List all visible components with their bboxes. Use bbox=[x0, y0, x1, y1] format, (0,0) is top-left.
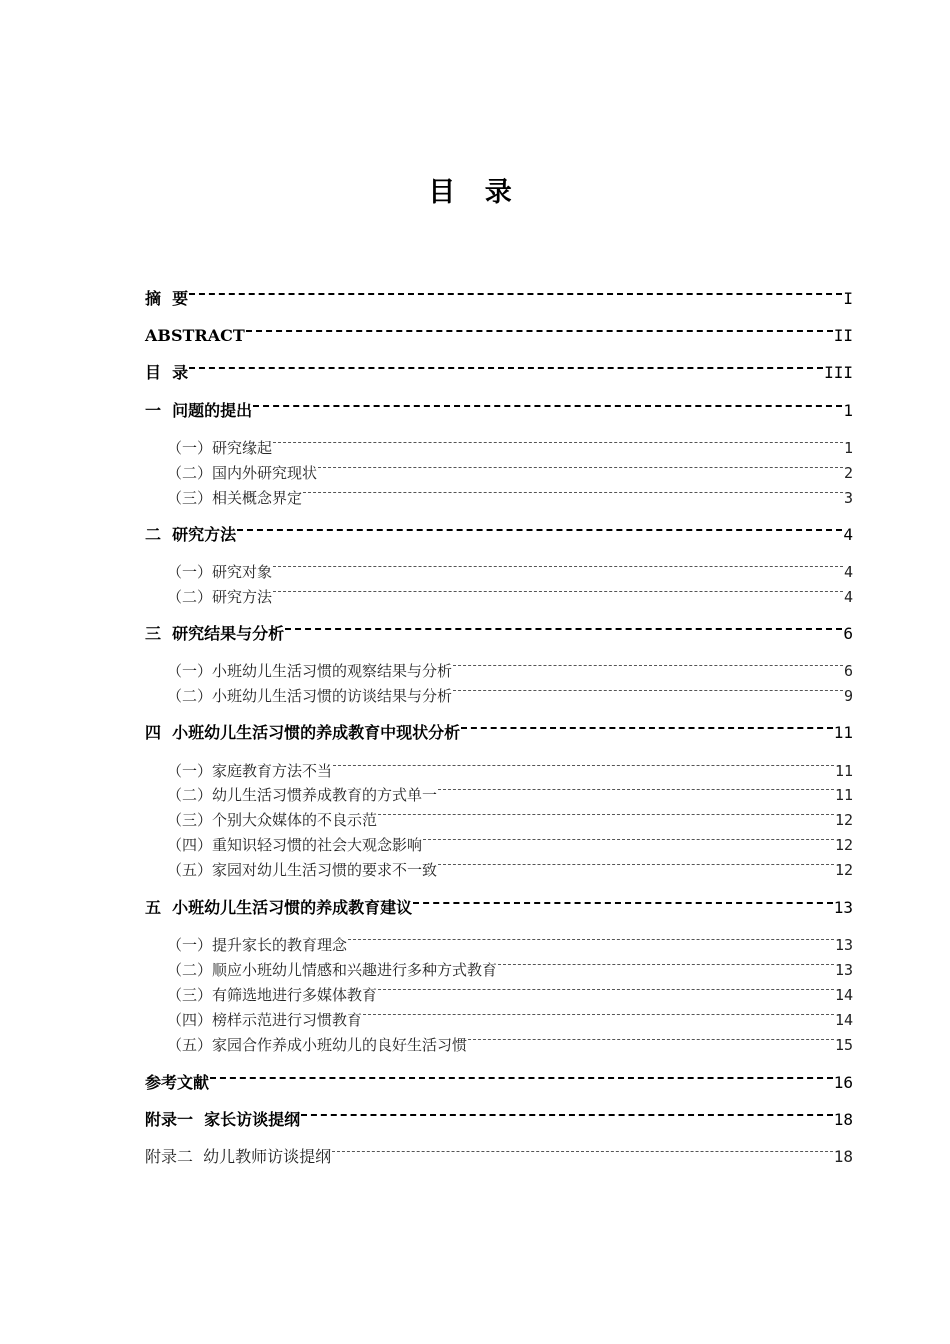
dot-leader bbox=[189, 356, 823, 378]
toc-entry-label: （二）幼儿生活习惯养成教育的方式单一 bbox=[167, 786, 438, 804]
dot-leader bbox=[333, 754, 834, 776]
toc-entry-label: 二 研究方法 bbox=[145, 525, 237, 544]
toc-entry-label: 目 录 bbox=[145, 363, 189, 382]
toc-page-number: 13 bbox=[834, 936, 853, 954]
dot-leader bbox=[303, 481, 843, 503]
dot-leader bbox=[273, 431, 843, 453]
dot-leader bbox=[301, 1103, 833, 1125]
dot-leader bbox=[210, 1066, 833, 1088]
toc-page-number: 13 bbox=[833, 898, 853, 917]
toc-entry-label: （三）有筛选地进行多媒体教育 bbox=[167, 986, 378, 1004]
dot-leader bbox=[246, 319, 833, 341]
toc-subentry[interactable] bbox=[145, 679, 853, 705]
toc-subentry[interactable] bbox=[145, 853, 853, 879]
toc-entry-label: （三）个别大众媒体的不良示范 bbox=[167, 811, 378, 829]
toc-page-number: 11 bbox=[833, 723, 853, 742]
toc-page-number: III bbox=[824, 363, 853, 382]
toc-subentry[interactable] bbox=[145, 778, 853, 804]
toc-entry-label: 摘 要 bbox=[145, 289, 189, 308]
toc-subentry[interactable] bbox=[145, 456, 853, 482]
toc-page-number: 18 bbox=[833, 1110, 853, 1129]
toc-subentry[interactable] bbox=[145, 978, 853, 1004]
toc-entry[interactable] bbox=[145, 1103, 853, 1129]
toc-entry[interactable] bbox=[145, 394, 853, 420]
dot-leader bbox=[273, 580, 843, 602]
toc-entry-label: 五 小班幼儿生活习惯的养成教育建议 bbox=[145, 898, 413, 917]
toc-entry-label: （五）家园对幼儿生活习惯的要求不一致 bbox=[167, 861, 438, 879]
toc-page-number: 6 bbox=[843, 662, 853, 680]
toc-page-number: 9 bbox=[843, 687, 853, 705]
dot-leader bbox=[273, 555, 843, 577]
toc-page-number: 4 bbox=[843, 525, 853, 544]
toc-page-number: 3 bbox=[843, 489, 853, 507]
toc-page-number: 16 bbox=[833, 1073, 853, 1092]
toc-subentry[interactable] bbox=[145, 928, 853, 954]
dot-leader bbox=[378, 978, 834, 1000]
dot-leader bbox=[378, 803, 834, 825]
dot-leader bbox=[498, 953, 834, 975]
dot-leader bbox=[438, 778, 834, 800]
toc-entry-label: 参考文献 bbox=[145, 1073, 210, 1092]
dot-leader bbox=[363, 1003, 834, 1025]
toc-entry[interactable] bbox=[145, 1140, 853, 1166]
dot-leader bbox=[453, 679, 843, 701]
toc-entry-label: （一）小班幼儿生活习惯的观察结果与分析 bbox=[167, 662, 453, 680]
toc-entry[interactable] bbox=[145, 282, 853, 308]
dot-leader bbox=[468, 1028, 834, 1050]
toc-page-number: 13 bbox=[834, 961, 853, 979]
toc-entry[interactable] bbox=[145, 356, 853, 382]
toc-entry-label: （五）家园合作养成小班幼儿的良好生活习惯 bbox=[167, 1036, 468, 1054]
toc-page-number: 4 bbox=[843, 563, 853, 581]
toc-entry-label: （三）相关概念界定 bbox=[167, 489, 303, 507]
toc-page-number: 4 bbox=[843, 588, 853, 606]
dot-leader bbox=[332, 1140, 833, 1162]
dot-leader bbox=[189, 282, 842, 304]
toc-subentry[interactable] bbox=[145, 1028, 853, 1054]
toc-subentry[interactable] bbox=[145, 828, 853, 854]
toc-page-number: 18 bbox=[833, 1147, 853, 1166]
toc-page-number: 6 bbox=[843, 624, 853, 643]
dot-leader bbox=[348, 928, 834, 950]
toc-entry-label: 附录一 家长访谈提纲 bbox=[145, 1110, 301, 1129]
toc-entry-label: （四）榜样示范进行习惯教育 bbox=[167, 1011, 363, 1029]
toc-entry-label: （一）提升家长的教育理念 bbox=[167, 936, 348, 954]
toc-page-number: 14 bbox=[834, 1011, 853, 1029]
toc-subentry[interactable] bbox=[145, 803, 853, 829]
dot-leader bbox=[461, 716, 833, 738]
dot-leader bbox=[438, 853, 834, 875]
toc-subentry[interactable] bbox=[145, 953, 853, 979]
toc-page-number: 1 bbox=[843, 439, 853, 457]
page-title: 目 录 bbox=[428, 177, 522, 208]
toc-entry[interactable] bbox=[145, 716, 853, 742]
toc-entry-label: 附录二 幼儿教师访谈提纲 bbox=[145, 1147, 332, 1166]
toc-page-number: 12 bbox=[834, 811, 853, 829]
toc-subentry[interactable] bbox=[145, 431, 853, 457]
toc-entry-label: 三 研究结果与分析 bbox=[145, 624, 285, 643]
toc-entry-label: （一）家庭教育方法不当 bbox=[167, 762, 333, 780]
toc-entry[interactable] bbox=[145, 891, 853, 917]
dot-leader bbox=[237, 518, 842, 540]
toc-entry-label: （二）国内外研究现状 bbox=[167, 464, 318, 482]
toc-entry-label: （一）研究缘起 bbox=[167, 439, 273, 457]
toc-page-number: 1 bbox=[843, 401, 853, 420]
toc-subentry[interactable] bbox=[145, 754, 853, 780]
toc-entry-label: （二）研究方法 bbox=[167, 588, 273, 606]
toc-page-number: 12 bbox=[834, 836, 853, 854]
toc-entry-label: 四 小班幼儿生活习惯的养成教育中现状分析 bbox=[145, 723, 461, 742]
dot-leader bbox=[453, 654, 843, 676]
toc-page-number: 14 bbox=[834, 986, 853, 1004]
toc-page-number: 11 bbox=[834, 762, 853, 780]
toc-page-number: II bbox=[833, 326, 853, 345]
dot-leader bbox=[253, 394, 842, 416]
toc-entry[interactable] bbox=[145, 617, 853, 643]
toc-subentry[interactable] bbox=[145, 654, 853, 680]
toc-entry[interactable] bbox=[145, 1066, 853, 1092]
toc-entry-label: ABSTRACT bbox=[145, 326, 245, 345]
toc-subentry[interactable] bbox=[145, 580, 853, 606]
toc-entry-label: （二）顺应小班幼儿情感和兴趣进行多种方式教育 bbox=[167, 961, 498, 979]
toc-entry-label: （四）重知识轻习惯的社会大观念影响 bbox=[167, 836, 423, 854]
dot-leader bbox=[413, 891, 833, 913]
toc-entry[interactable] bbox=[145, 518, 853, 544]
toc-subentry[interactable] bbox=[145, 555, 853, 581]
toc-subentry[interactable] bbox=[145, 1003, 853, 1029]
dot-leader bbox=[423, 828, 834, 850]
dot-leader bbox=[318, 456, 843, 478]
toc-entry-label: （二）小班幼儿生活习惯的访谈结果与分析 bbox=[167, 687, 453, 705]
toc-page-number: 15 bbox=[834, 1036, 853, 1054]
toc-subentry[interactable] bbox=[145, 481, 853, 507]
toc-entry[interactable] bbox=[145, 319, 853, 345]
toc-page-number: 2 bbox=[843, 464, 853, 482]
toc-page-number: I bbox=[843, 289, 853, 308]
toc-entry-label: （一）研究对象 bbox=[167, 563, 273, 581]
dot-leader bbox=[285, 617, 842, 639]
toc-page-number: 11 bbox=[834, 786, 853, 804]
toc-entry-label: 一 问题的提出 bbox=[145, 401, 253, 420]
toc-page-number: 12 bbox=[834, 861, 853, 879]
